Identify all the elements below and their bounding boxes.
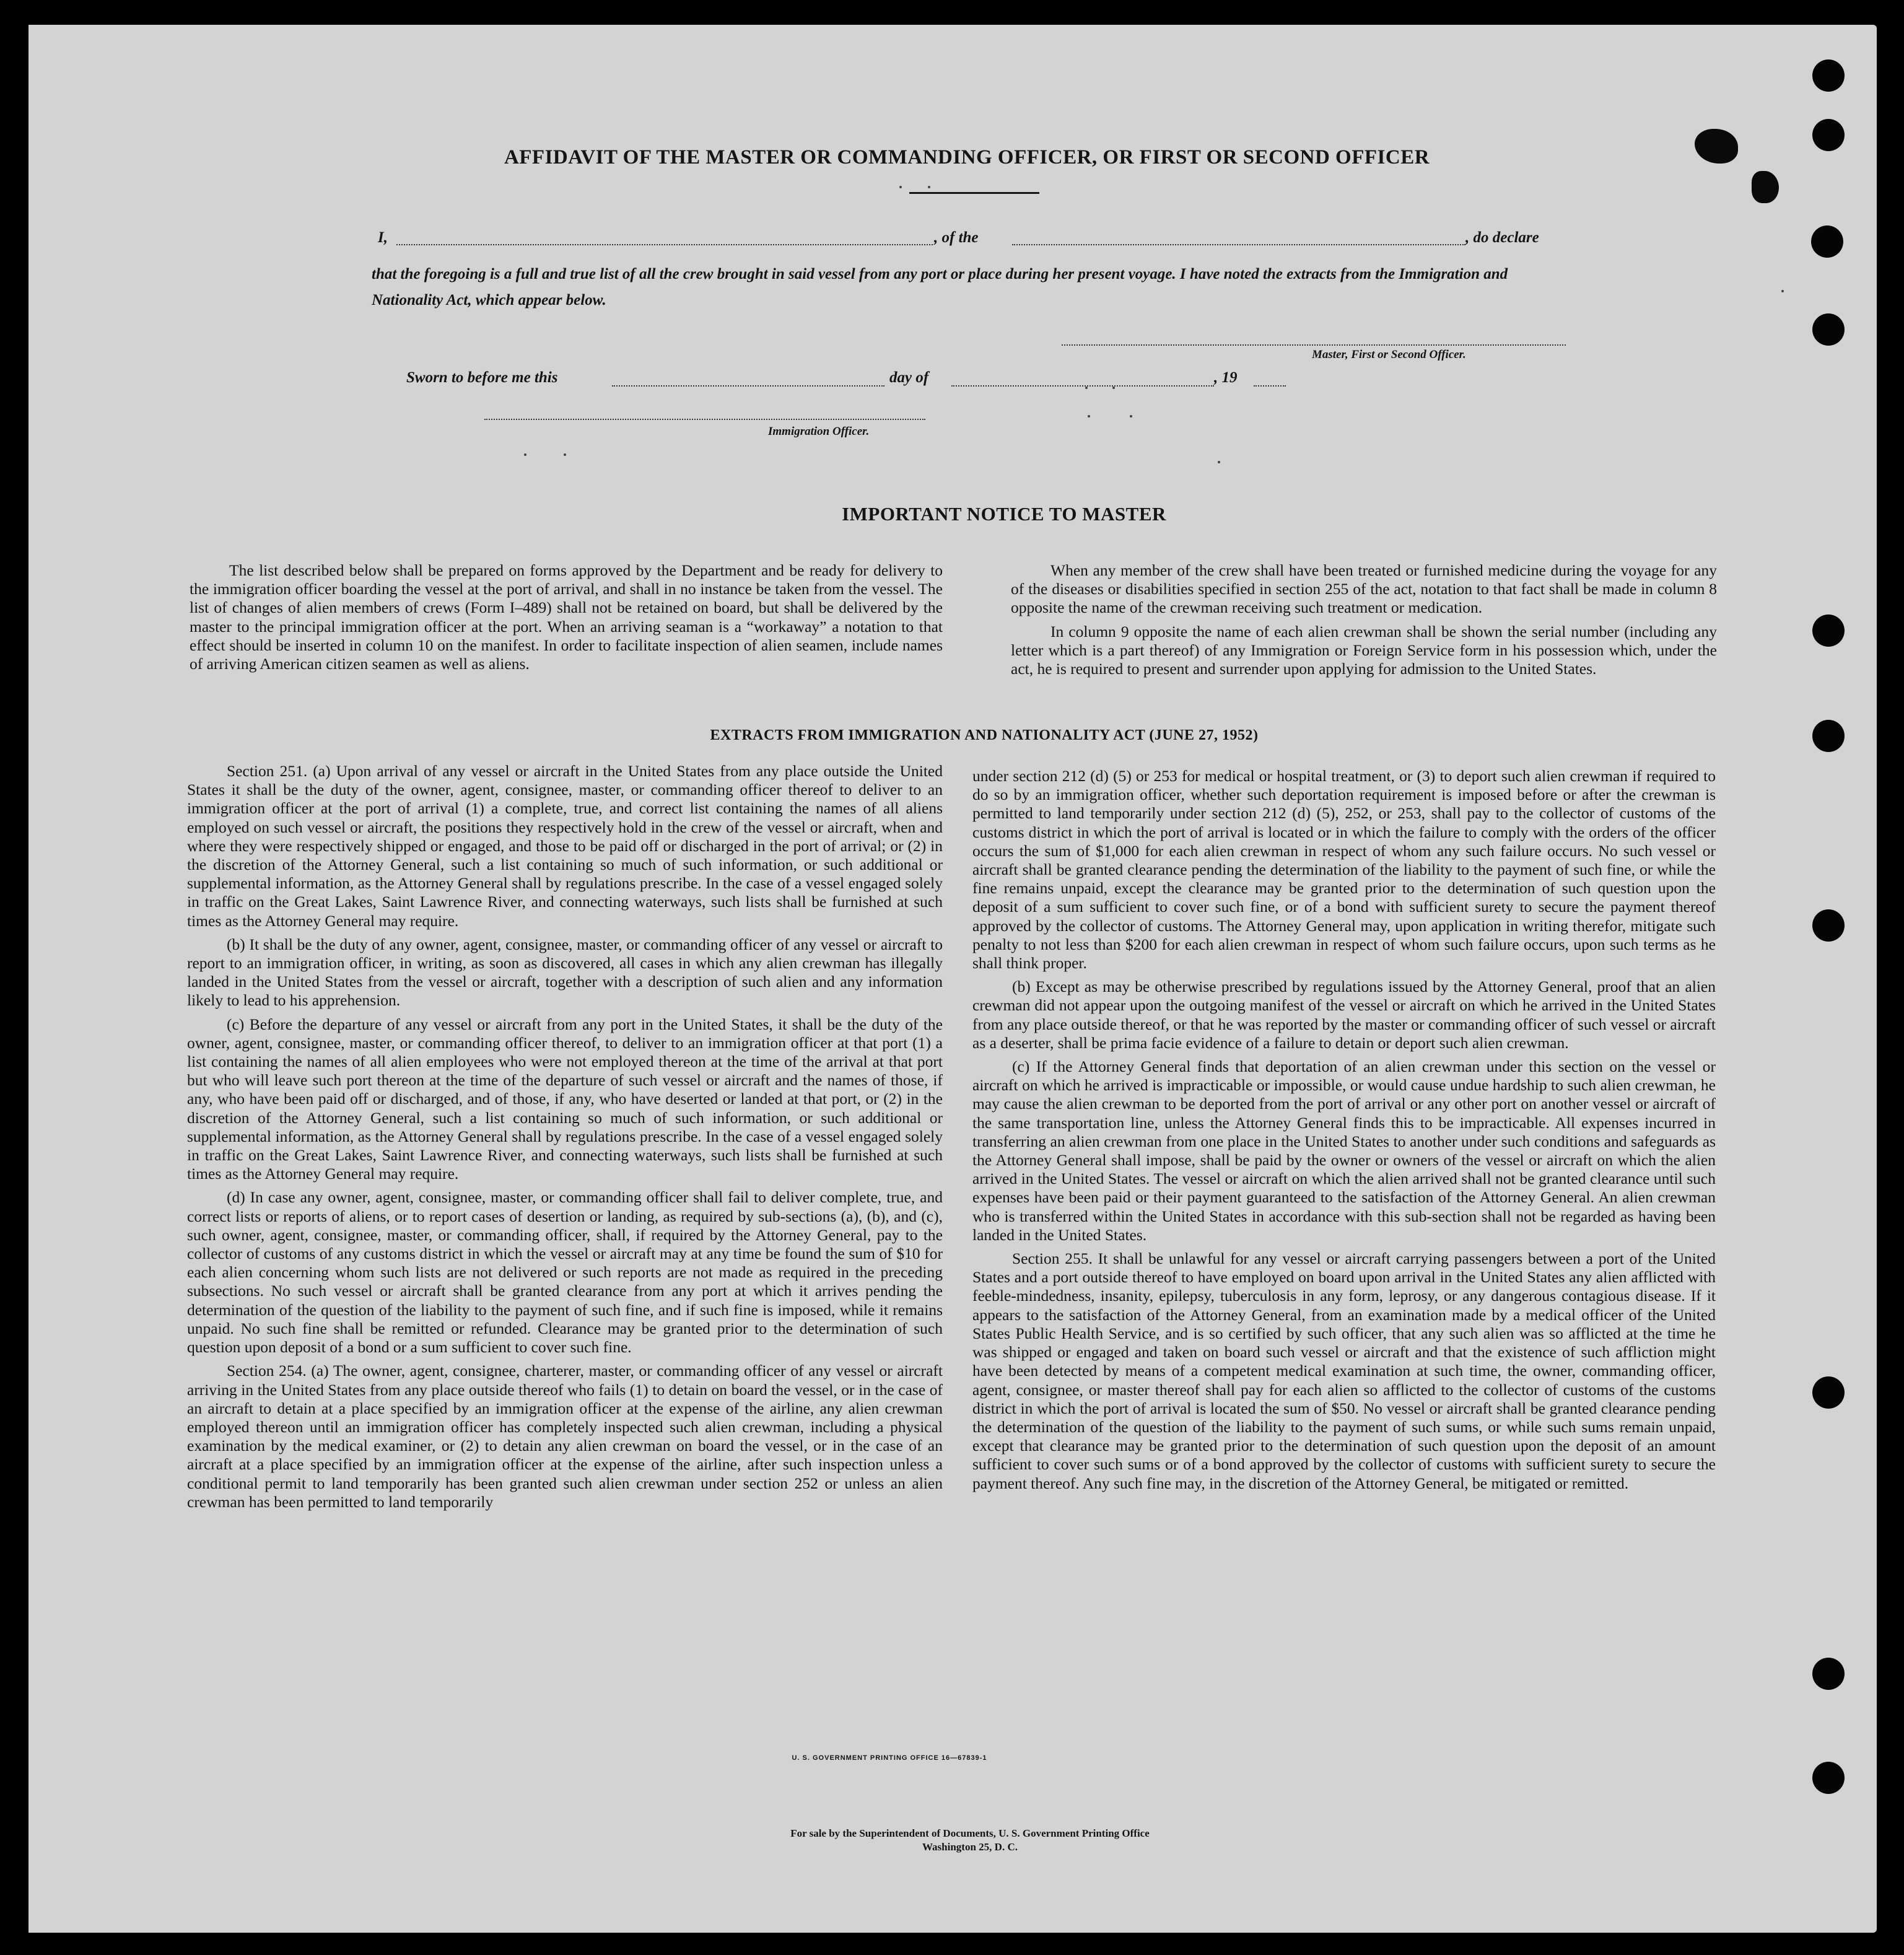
punch-hole [1812, 1376, 1845, 1409]
section-254b: (b) Except as may be otherwise prescribed by regulations issued by the Attorney General, proof that an alien crewman did not appear upon the outgoing manifest of the vessel or aircraft on which he arrived in the United States from any place outside thereof, or that he was reported by the master or commanding officer of such vessel or aircraft as a deserter, shall be prima facie evidence of a failure to detain or deport such alien crewman. [972, 977, 1716, 1052]
section-251a: Section 251. (a) Upon arrival of any vessel or aircraft in the United States from any place outside the United States it shall be the duty of the owner, agent, consignee, master, or commanding officer thereof to deliver to an immigration officer at the port of arrival (1) a complete, true, and correct list containing the names of all aliens employed on such vessel or aircraft, the positions they respectively hold in the crew of the vessel or aircraft, when and where they were respectively shipped or engaged, and those to be paid off or discharged in the port of arrival; or (2) in the discretion of the Attorney General, such a list containing so much of such information, or such additional or supplemental information, as the Attorney General shall by regulations prescribe. In the case of a vessel engaged solely in traffic on the Great Lakes, Saint Lawrence River, and connecting waterways, such lists shall be furnished at such times as the Attorney General may require. [187, 762, 943, 930]
of-the-label: , of the [934, 229, 979, 246]
officer-signature-field[interactable] [484, 419, 925, 420]
sworn-day-field[interactable] [612, 385, 884, 387]
notice-right-paragraph-1: When any member of the crew shall have been treated or furnished medicine during the voyage for any of the diseases or disabilities specified in section 255 of the act, notation to that fact shall be made in column 8 opposite the name of the crewman receiving such treatment or medication. [1011, 561, 1717, 617]
punch-hole [1812, 909, 1845, 942]
affidavit-title: AFFIDAVIT OF THE MASTER OR COMMANDING OFFICER, OR FIRST OR SECOND OFFICER [504, 146, 1430, 168]
vessel-field[interactable] [1012, 244, 1465, 245]
day-of-label: day of [889, 369, 929, 386]
punch-hole [1812, 614, 1845, 647]
extracts-right-column [972, 767, 1716, 1493]
year-label: , 19 [1214, 369, 1238, 386]
declaration-text: that the foregoing is a full and true list of all the crew brought in said vessel from any port or place during her present voyage. I have noted the extracts from the Immigration and Nationality Act, which appear below. [372, 266, 1508, 308]
sworn-month-field[interactable] [951, 385, 1214, 387]
notice-right-column [1011, 561, 1717, 678]
punch-hole [1812, 313, 1845, 346]
punch-hole [1812, 1658, 1845, 1690]
notice-left-paragraph: The list described below shall be prepared on forms approved by the Department and be ready for delivery to the immigration officer boarding the vessel at the port of arrival, and shall in no instance be taken from the vessel. The list of changes of alien members of crews (Form I–489) shall not be retained on board, but shall be delivered by the master to the principal immigration officer at the port. When an arriving seaman is a “workaway” a notation to that effect should be inserted in column 10 on the manifest. In order to facilitate inspection of alien seamen, include names of arriving American citizen seamen as well as aliens. [190, 561, 943, 673]
extracts-title: EXTRACTS FROM IMMIGRATION AND NATIONALITY ACT (JUNE 27, 1952) [710, 727, 1259, 743]
for-sale-line-2: Washington 25, D. C. [922, 1841, 1018, 1853]
section-251d: (d) In case any owner, agent, consignee, master, or commanding officer shall fail to deliver complete, true, and correct lists or reports of aliens, or to report cases of desertion or landing, as required by sub-sections (a), (b), and (c), such owner, agent, consignee, master, or commanding officer, shall, if required by the Attorney General, pay to the collector of customs of any customs district in which the vessel or aircraft may at any time be found the sum of $10 for each alien concerning whom such lists are not delivered or such reports are not made as required in the preceding subsections. No such vessel or aircraft shall be granted clearance from any port at which it arrives pending the determination of the question of the liability to the payment of such fine, and if such fine is imposed, while it remains unpaid. No such fine shall be remitted or refunded. Clearance may be granted prior to the determination of such question upon deposit of a bond or a sum sufficient to cover such fine. [187, 1188, 943, 1357]
for-sale-line-1: For sale by the Superintendent of Documents, U. S. Government Printing Office [790, 1827, 1150, 1839]
master-signature-label: Master, First or Second Officer. [1312, 348, 1466, 361]
ink-blot [1752, 171, 1779, 203]
section-251b: (b) It shall be the duty of any owner, agent, consignee, master, or commanding officer of any vessel or aircraft to report to an immigration officer, in writing, as soon as discovered, all cases in which any alien crewman has illegally landed in the United States from the vessel or aircraft, together with a description of such alien and any information likely to lead to his apprehension. [187, 935, 943, 1010]
gpo-imprint: U. S. GOVERNMENT PRINTING OFFICE 16—67839-1 [792, 1754, 987, 1762]
punch-hole [1812, 720, 1845, 752]
punch-hole [1811, 225, 1843, 258]
sworn-label: Sworn to before me this [406, 369, 558, 386]
extracts-left-column [187, 762, 943, 1511]
punch-hole [1812, 119, 1845, 151]
section-255: Section 255. It shall be unlawful for any vessel or aircraft carrying passengers between a port of the United States and a port outside thereof to have employed on board upon arrival in the United States any alien afflicted with feeble-mindedness, insanity, epilepsy, tuberculosis in any form, leprosy, or any dangerous contagious disease. If it appears to the satisfaction of the Attorney General, from an examination made by a medical officer of the United States Public Health Service, and is so certified by such officer, that any such alien was so afflicted at the time he was shipped or engaged and taken on board such vessel or aircraft and that the existence of such affliction might have been detected by means of a competent medical examination at such time, the owner, commanding officer, agent, consignee, or master thereof shall pay for each alien so afflicted to the collector of customs of the customs district in which the port of arrival is located the sum of $50. No vessel or aircraft shall be granted clearance pending the determination of the question of the liability to the payment of such sums, or while such sums remain unpaid, except that clearance may be granted prior to the determination of such question upon the deposit of an amount sufficient to cover such sums or of a bond approved by the collector of customs with sufficient surety to secure the payment thereof. Any such fine may, in the discretion of the Attorney General, be mitigated or remitted. [972, 1249, 1716, 1492]
document-page [28, 25, 1877, 1933]
for-sale-notice [28, 1827, 1877, 1854]
notice-title: IMPORTANT NOTICE TO MASTER [842, 503, 1166, 525]
section-254a-continued: under section 212 (d) (5) or 253 for medical or hospital treatment, or (3) to deport such alien crewman if required to do so by an immigration officer, whether such deportation requirement is imposed before or after the crewman is permitted to land temporarily under section 212 (d) (5), 252, or 253, shall pay to the collector of customs of the customs district in which the port of arrival is located or in which the failure to comply with the orders of the officer occurs the sum of $1,000 for each alien crewman in respect of whom any such failure occurs. No such vessel or aircraft shall be granted clearance pending the determination of the liability to the payment of such fine, or while the fine remains unpaid, except the clearance may be granted prior to the determination of such question upon the deposit of a sum sufficient to cover such fine, or of a bond with sufficient surety to secure the payment thereof approved by the collector of customs. The Attorney General may, upon application in writing therefor, mitigate such penalty to not less than $200 for each alien crewman in respect of whom such failure occurs, upon such terms as he shall think proper. [972, 767, 1716, 973]
i-label: I, [378, 229, 388, 246]
notice-left-column [190, 561, 943, 673]
do-declare-label: , do declare [1465, 229, 1539, 246]
section-254c: (c) If the Attorney General finds that deportation of an alien crewman under this section on the vessel or aircraft on which he arrived is impracticable or impossible, or would cause undue hardship to such alien crewman, he may cause the alien crewman to be deported from the port of arrival or any other port on another vessel or aircraft of the same transportation line, unless the Attorney General finds this to be impracticable. All expenses incurred in transferring an alien crewman from one place in the United States to another under such conditions and safeguards as the Attorney General shall impose, shall be paid by the owner or owners of the vessel or aircraft on which the alien arrived in the United States. The vessel or aircraft on which the alien arrived shall not be granted clearance until such expenses have been paid or their payment guaranteed to the satisfaction of the Attorney General. An alien crewman who is transferred within the United States in accordance with this sub-section shall not be regarded as having been landed in the United States. [972, 1057, 1716, 1244]
sworn-year-field[interactable] [1254, 385, 1286, 387]
name-field[interactable] [396, 244, 933, 245]
notice-right-paragraph-2: In column 9 opposite the name of each alien crewman shall be shown the serial number (including any letter which is a part thereof) of any Immigration or Foreign Service form in his possession which, under the act, he is required to present and surrender upon applying for admission to the United States. [1011, 622, 1717, 678]
title-divider [909, 192, 1039, 194]
punch-hole [1812, 59, 1845, 92]
master-signature-field[interactable] [1062, 344, 1566, 346]
section-254a: Section 254. (a) The owner, agent, consignee, charterer, master, or commanding officer of any vessel or aircraft arriving in the United States from any place outside thereof who fails (1) to detain on board the vessel, or in the case of an aircraft to detain at a place specified by an immigration officer at the expense of the airline, any alien crewman employed thereon until an immigration officer has completely inspected such alien crewman, including a physical examination by the medical examiner, or (2) to detain any alien crewman on board the vessel, or in the case of an aircraft at a place specified by an immigration officer at the expense of the airline, after such inspection unless a conditional permit to land temporarily has been granted such alien crewman under section 252 or unless an alien crewman has been permitted to land temporarily [187, 1362, 943, 1511]
section-251c: (c) Before the departure of any vessel or aircraft from any port in the United States, it shall be the duty of the owner, agent, consignee, master, or commanding officer thereof, to deliver to an immigration officer at that port (1) a list containing the names of all alien employees who were not employed thereon at the time of the arrival at that port but who will leave such port thereon at the time of the departure of such vessel or aircraft and the names of those, if any, who have been paid off or discharged, and of those, if any, who have deserted or landed at that port, or (2) in the discretion of the Attorney General, such a list containing so much of such information, or such additional or supplemental information, as the Attorney General shall by regulations prescribe. In the case of a vessel engaged solely in traffic on the Great Lakes, Saint Lawrence River, and connecting waterways, such lists shall be furnished at such times as the Attorney General may require. [187, 1015, 943, 1183]
punch-hole [1812, 1762, 1845, 1794]
officer-signature-label: Immigration Officer. [768, 425, 870, 438]
